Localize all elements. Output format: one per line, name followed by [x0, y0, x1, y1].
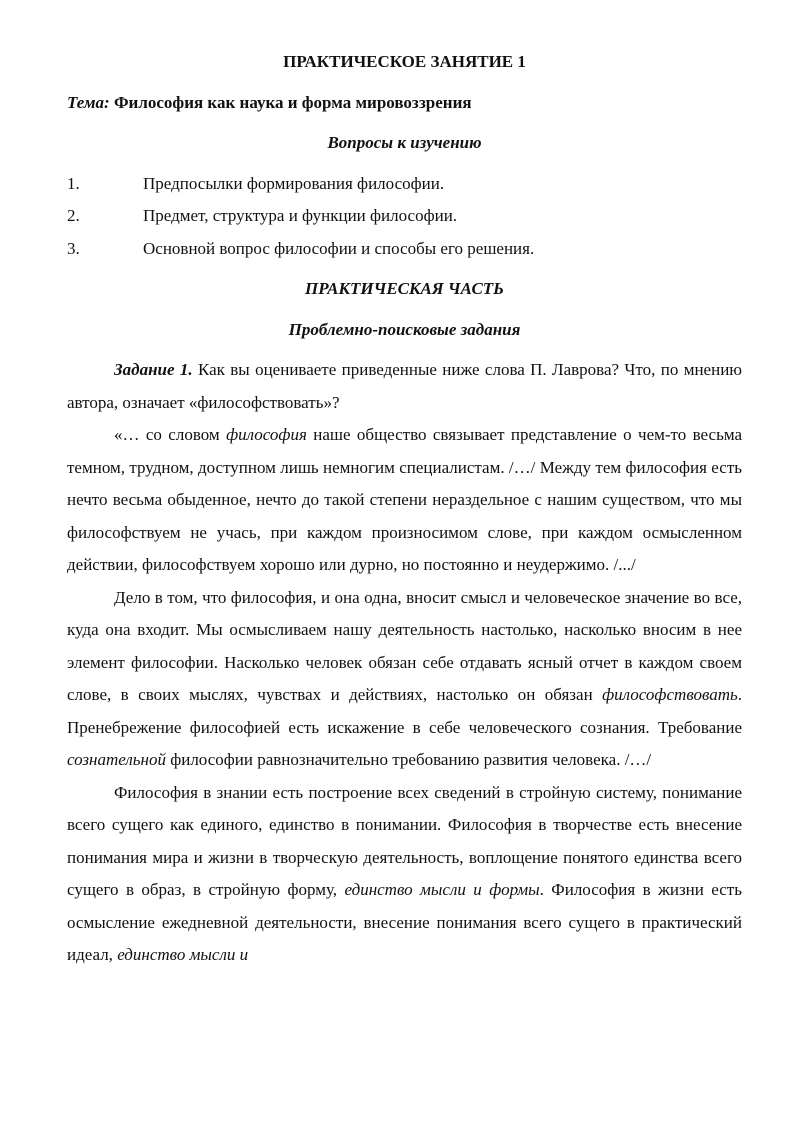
topic-label: Тема:: [67, 92, 110, 112]
tasks-heading: Проблемно-поисковые задания: [288, 319, 521, 339]
list-item: [67, 233, 742, 266]
quote-emphasis: единство мысли и формы: [344, 880, 540, 899]
question-number: 3.: [67, 238, 80, 258]
questions-list: [67, 168, 742, 266]
quote-emphasis: сознательной: [67, 750, 166, 769]
quote-emphasis: философствовать: [602, 685, 738, 704]
quote-text: «… со словом: [114, 425, 227, 444]
quote-text: философии равнозначительно требованию развития человека. /…/: [165, 750, 652, 769]
quote-text: . Философия в жизни есть осмысление ежедневной деятельности, внесение понимания всего сущего в практический идеал,: [67, 880, 742, 964]
question-number: 2.: [67, 206, 80, 225]
quote-text: Философия в знании есть построение всех сведений в стройную систему, понимание всего сущего как единого, единство в понимании. Философия в творчестве есть внесение понимания мира и жизни в творческую деятельность, воплощение понятого единства всего сущего в образ, в стройную форму,: [67, 782, 742, 899]
quote-paragraph-1: [67, 419, 742, 582]
quote-paragraph-3: [67, 777, 742, 972]
topic-line: [67, 87, 742, 120]
list-item: [67, 168, 742, 201]
task-1-paragraph: [67, 354, 742, 419]
quote-emphasis: единство мысли и: [117, 945, 249, 964]
quote-text: . Пренебрежение философией есть искажение в себе человеческого сознания. Требование: [67, 685, 742, 737]
task-1-label: Задание 1.: [114, 360, 193, 379]
question-text: Предпосылки формирования философии.: [143, 173, 445, 193]
page-title: ПРАКТИЧЕСКОЕ ЗАНЯТИЕ 1: [283, 52, 526, 71]
topic-text: Философия как наука и форма мировоззрения: [113, 92, 472, 112]
question-text: Основной вопрос философии и способы его решения.: [143, 238, 535, 258]
document-page: [67, 46, 742, 972]
quote-text: наше общество связывает представление о чем-то весьма темном, трудном, доступном лишь немногим специалистам. /…/ Между тем философия есть нечто весьма обыденное, нечто до такой степени нераздельное с нашим существом, что мы философствуем не учась, при каждом произносимом слове, при каждом осмысленном действии, философствуем хорошо или дурно, но постоянно и неудержимо. /.../: [67, 425, 743, 574]
questions-heading: Вопросы к изучению: [327, 133, 482, 152]
quote-text: Дело в том, что философия, и она одна, вносит смысл и человеческое значение во все, куда она входит. Мы осмысливаем нашу деятельность настолько, насколько вносим в нее элемент философии. Насколько человек обязан себе отдавать ясный отчет в каждом своем слове, в своих мыслях, чувствах и действиях, настолько он обязан: [67, 587, 742, 704]
quote-paragraph-2: [67, 582, 742, 777]
quote-emphasis: философия: [226, 425, 307, 444]
task-1-text: Как вы оцениваете приведенные ниже слова П. Лаврова? Что, по мнению автора, означает «философствовать»?: [67, 360, 743, 412]
question-text: Предмет, структура и функции философии.: [143, 206, 458, 225]
question-number: 1.: [67, 173, 80, 193]
list-item: [67, 200, 742, 233]
practical-heading: ПРАКТИЧЕСКАЯ ЧАСТЬ: [305, 279, 504, 298]
